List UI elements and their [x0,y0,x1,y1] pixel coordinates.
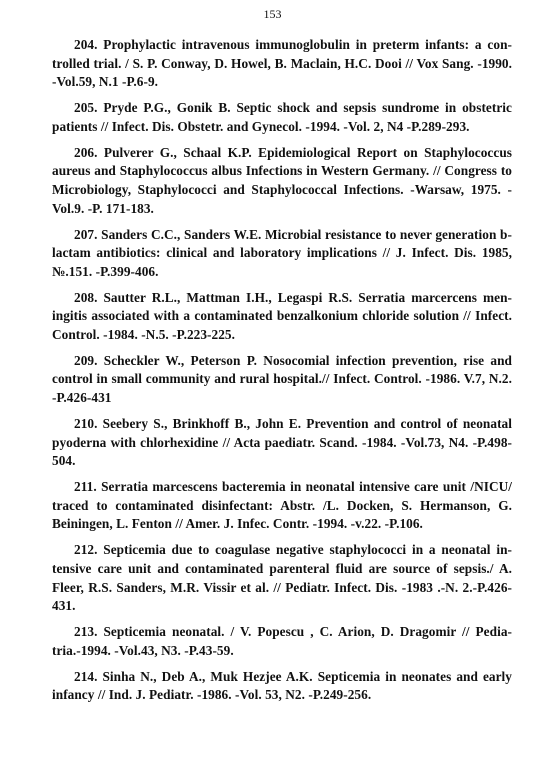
page-number: 153 [263,7,282,21]
reference-list [52,36,512,712]
reference-entry-206: 206. Pulverer G., Schaal K.P. Epidemiological Report on Staphylococcus aureus and Staphylococcus albus Infections in Western Germany. // Congress to Microbiology, Staphylococci and Staphylococcal Infections. -Warsaw, 1975. -Vol.9. -P. 171-183. [52,144,512,216]
reference-entry-210: 210. Seebery S., Brinkhoff B., John E. Prevention and control of neonatal pyoderna with chlorhexidine // Acta paediatr. Scand. -1984. -Vol.73, N4. -P.498-504. [52,416,512,469]
reference-entry-213: 213. Septicemia neonatal. / V. Popescu , C. Arion, D. Dragomir // Pedia-tria.-1994. -Vol.43, N3. -P.43-59. [52,624,512,658]
reference-entry-207: 207. Sanders C.C., Sanders W.E. Microbial resistance to never generation b-lactam antibiotics: clinical and laboratory implications // J. Infect. Dis. 1985, №.151. -P.399-406. [52,226,512,279]
reference-entry-204: 204. Prophylactic intravenous immunoglobulin in preterm infants: a con-trolled trial. / S. P. Conway, D. Howel, B. Maclain, H.C. Dooi // Vox Sang. -1990. -Vol.59, N.1 -P.6-9. [52,37,512,90]
reference-entry-205: 205. Pryde P.G., Gonik B. Septic shock and sepsis sundrome in obstetric patients // Infect. Dis. Obstetr. and Gynecol. -1994. -Vol. 2, N4 -P.289-293. [52,100,512,134]
reference-entry-211: 211. Serratia marcescens bacteremia in neonatal intensive care unit /NICU/ traced to contaminated disinfectant: Abstr. /L. Docken, S. Hermanson, G. Beiningen, L. Fenton // Amer. J. Infec. Contr. -1994. -v.22. -P.106. [52,479,512,532]
reference-entry-214: 214. Sinha N., Deb A., Muk Hezjee A.K. Septicemia in neonates and early infancy // Ind. J. Pediatr. -1986. -Vol. 53, N2. -P.249-256. [52,668,512,703]
reference-entry-208: 208. Sautter R.L., Mattman I.H., Legaspi R.S. Serratia marcercens men-ingitis associated with a contaminated benzalkonium chloride solution // Infect. Control. -1984. -N.5. -P.223-225. [52,289,512,342]
reference-entry-212: 212. Septicemia due to coagulase negative staphylococci in a neonatal in-tensive care unit and contaminated parenteral fluid are source of sepsis./ A. Fleer, R.S. Sanders, M.R. Vissir et al. // Pediatr. Infect. Dis. -1983 .-N. 2.-P.426-431. [52,542,512,614]
reference-entry-209: 209. Scheckler W., Peterson P. Nosocomial infection prevention, rise and control in small community and rural hospital.// Infect. Control. -1986. V.7, N.2. -P.426-431 [52,352,512,406]
